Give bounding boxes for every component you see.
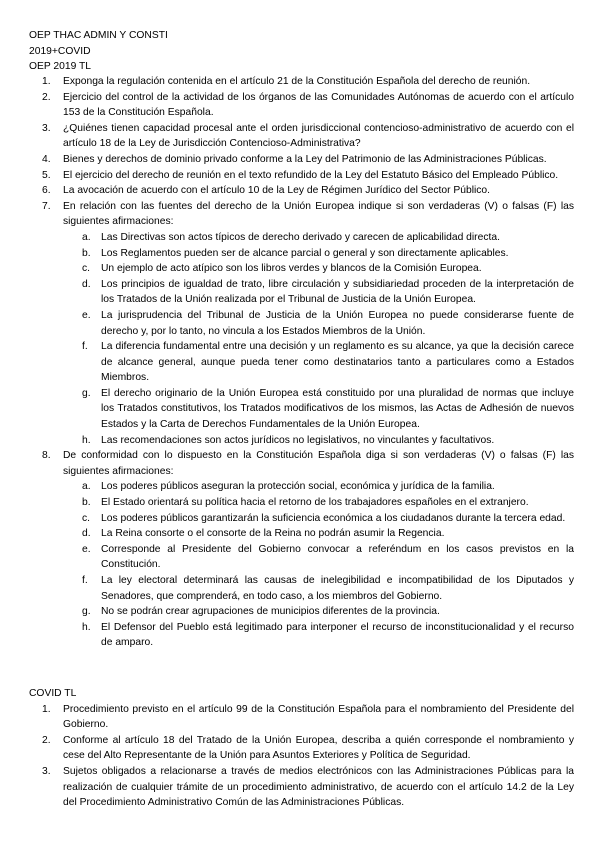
item-text: En relación con las fuentes del derecho de la Unión Europea indique si son verdaderas (V) o falsas (F) las siguientes afirmaciones: [63,200,574,228]
sub-item-text: Las recomendaciones son actos jurídicos no legislativos, no vinculantes y facultativos. [101,434,495,446]
list-item [29,74,574,90]
sub-item-letter: h. [82,621,91,633]
sub-item-letter: e. [82,543,91,555]
item-number: 5. [42,169,51,181]
sub-item-text: El Estado orientará su política hacia el retorno de los trabajadores españoles en el extranjero. [101,497,529,509]
sub-list-item [63,620,574,651]
item-text: La avocación de acuerdo con el artículo 10 de la Ley de Régimen Jurídico del Sector Público. [63,185,491,197]
item-text: Exponga la regulación contenida en el artículo 21 de la Constitución Española del derecho de reunión. [63,76,531,87]
section-oep-2019 [29,74,574,651]
item-number: 3. [42,122,51,134]
sub-list-item [63,386,574,433]
sub-list-item [63,604,574,620]
item-text: Conforme al artículo 18 del Tratado de la Unión Europea, describa a quién corresponde el nombramiento y cese del Alto Representante de la Unión para Asuntos Exteriores y Política de Seguridad. [63,734,574,762]
document-title: OEP THAC ADMIN Y CONSTI [29,30,168,41]
document-subtitle: 2019+COVID [29,45,91,57]
item-text: ¿Quiénes tienen capacidad procesal ante el orden jurisdiccional contencioso-administrativo de acuerdo con el artículo 18 de la Ley de Jurisdicción Contencioso-Administrativa? [63,122,574,150]
sub-item-letter: d. [82,278,91,290]
sub-item-letter: b. [82,247,91,259]
sub-item-letter: f. [82,341,88,353]
list-item [29,168,574,184]
question-list [29,702,574,811]
sub-list-item [63,573,574,604]
sub-item-letter: a. [82,231,91,243]
list-item [29,152,574,168]
document-header [29,28,574,75]
sub-item-letter: c. [82,512,91,524]
sub-list-item [63,261,574,277]
sub-item-text: La Reina consorte o el consorte de la Reina no podrán asumir la Regencia. [101,528,445,540]
sub-item-text: Corresponde al Presidente del Gobierno convocar a referéndum en los casos previstos en la Constitución. [101,543,574,571]
sub-item-letter: b. [82,497,91,509]
item-text: Bienes y derechos de dominio privado conforme a la Ley del Patrimonio de las Administraciones Públicas. [63,153,547,165]
sub-list-item [63,479,574,495]
question-list [29,74,574,651]
sub-item-letter: d. [82,528,91,540]
sub-list-item [63,246,574,262]
list-item [29,448,574,651]
sub-item-text: Los principios de igualdad de trato, libre circulación y subsidiariedad proceden de la interpretación de los Tratados de la Unión realizada por el Tribunal de Justicia de la Unión Europea. [101,278,574,306]
item-number: 8. [42,450,51,462]
list-item [29,183,574,199]
section-title-oep: OEP 2019 TL [29,61,92,73]
sub-item-text: No se podrán crear agrupaciones de municipios diferentes de la provincia. [101,606,440,618]
sub-list-item [63,433,574,449]
item-number: 7. [42,200,51,212]
section-covid [29,686,574,811]
list-item [29,764,574,811]
sub-list-item [63,339,574,386]
section-title-covid: COVID TL [29,688,77,699]
sub-list-item [63,308,574,339]
sub-item-text: El derecho originario de la Unión Europea está constituido por una pluralidad de normas que incluye los Tratados constitutivos, los Tratados modificativos de los mismos, las Actas de Adhesión de nuevos Estados y la Carta de Derechos Fundamentales de la Unión Europea. [101,387,574,431]
item-text: De conformidad con lo dispuesto en la Constitución Española diga si son verdaderas (V) o falsas (F) las siguientes afirmaciones: [63,450,574,477]
item-number: 3. [42,765,51,777]
item-number: 6. [42,185,51,197]
item-text: Ejercicio del control de la actividad de los órganos de las Comunidades Autónomas de acuerdo con el artículo 153 de la Constitución Española. [63,91,574,119]
sub-item-text: La ley electoral determinará las causas de inelegibilidad e incompatibilidad de los Diputados y Senadores, que comprenderá, en todo caso, a los miembros del Gobierno. [101,575,574,602]
sub-item-text: Las Directivas son actos típicos de derecho derivado y carecen de aplicabilidad directa. [101,231,500,243]
item-number: 2. [42,91,51,103]
sub-list-item [63,511,574,527]
sub-item-letter: a. [82,481,91,493]
statement-list [63,230,574,448]
sub-item-text: Los Reglamentos pueden ser de alcance parcial o general y son directamente aplicables. [101,247,509,259]
sub-item-letter: e. [82,309,91,321]
sub-item-letter: h. [82,434,91,446]
sub-item-text: La diferencia fundamental entre una decisión y un reglamento es su alcance, ya que la decisión carece de alcance general, aunque pueda tener como destinatarios tanto a particulares como a Estados Miembros. [101,341,574,384]
sub-item-text: El Defensor del Pueblo está legitimado para interponer el recurso de inconstitucionalidad y el recurso de amparo. [101,621,574,649]
sub-list-item [63,277,574,308]
sub-list-item [63,526,574,542]
sub-item-letter: g. [82,606,91,618]
sub-item-text: La jurisprudencia del Tribunal de Justicia de la Unión Europea no puede considerarse fuente de derecho y, por lo tanto, no vincula a los Estados Miembros de la Unión. [101,309,574,337]
list-item [29,199,574,449]
item-number: 4. [42,153,51,165]
sub-item-letter: f. [82,575,88,586]
sub-item-letter: g. [82,387,91,399]
item-number: 2. [42,734,51,746]
list-item [29,733,574,764]
sub-item-text: Un ejemplo de acto atípico son los libros verdes y blancos de la Comisión Europea. [101,263,482,275]
statement-list [63,479,574,651]
list-item [29,121,574,152]
sub-list-item [63,230,574,246]
item-text: Sujetos obligados a relacionarse a través de medios electrónicos con las Administraciones Públicas para la realización de cualquier trámite de un procedimiento administrativo, de acuerdo con el artículo 14.2 de la Ley del Procedimiento Administrativo Común de las Administraciones Públicas. [63,765,574,809]
list-item [29,702,574,733]
item-number: 1. [42,703,51,715]
list-item [29,90,574,121]
item-number: 1. [42,76,51,87]
sub-item-text: Los poderes públicos aseguran la protección social, económica y jurídica de la familia. [101,481,495,493]
item-text: El ejercicio del derecho de reunión en el texto refundido de la Ley del Estatuto Básico del Empleado Público. [63,169,559,181]
sub-list-item [63,495,574,511]
sub-list-item [63,542,574,573]
sub-item-letter: c. [82,263,91,275]
item-text: Procedimiento previsto en el artículo 99 de la Constitución Española para el nombramiento del Presidente del Gobierno. [63,703,574,731]
sub-item-text: Los poderes públicos garantizarán la suficiencia económica a los ciudadanos durante la tercera edad. [101,512,566,524]
